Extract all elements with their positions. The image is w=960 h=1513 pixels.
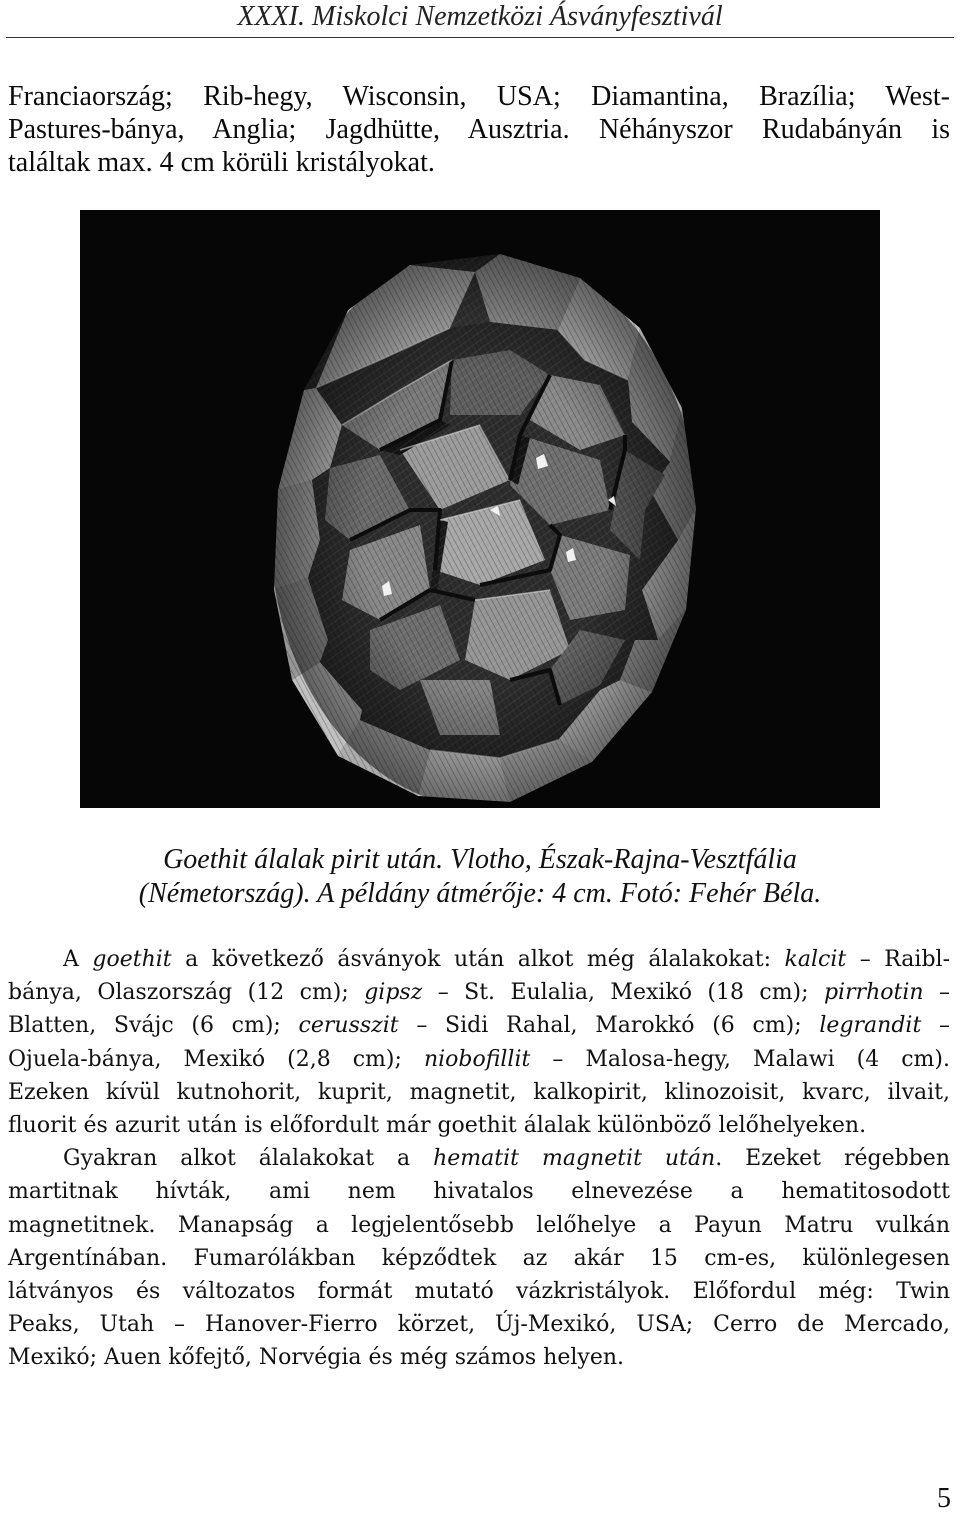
text-run: Argentínában. Fumarólákban képződtek az akár 15 cm-es, különlegesen xyxy=(8,1245,950,1271)
figure-caption xyxy=(0,843,960,911)
caption-line: (Németország). A példány átmérője: 4 cm. Fotó: Fehér Béla. xyxy=(138,878,822,909)
mineral-name: goethit xyxy=(92,947,172,972)
text-run: – xyxy=(921,1013,951,1039)
text-run: Mexikó; Auen kőfejtő, Norvégia és még számos helyen. xyxy=(8,1345,625,1371)
pseudomorph-paragraph xyxy=(8,943,950,1142)
text-run: a következő ásványok után alkot még álalakokat: xyxy=(171,947,785,972)
text-run: bánya, Olaszország (12 cm); xyxy=(8,980,365,1006)
text-line: Pastures-bánya, Anglia; Jagdhütte, Ausztria. Néhányszor Rudabányán is xyxy=(8,114,950,145)
text-run: Peaks, Utah – Hanover-Fierro körzet, Új-Mexikó, USA; Cerro de Mercado, xyxy=(8,1312,950,1338)
text-run: – Raibl- xyxy=(846,947,951,972)
text-line xyxy=(8,1076,950,1109)
text-run: magnetitnek. Manapság a legjelentősebb lelőhelye a Payun Matru vulkán xyxy=(8,1212,950,1238)
text-run: látványos és változatos formát mutató vázkristályok. Előfordul még: Twin xyxy=(8,1279,950,1305)
mineral-name: gipsz xyxy=(364,980,423,1006)
mineral-name: kalcit xyxy=(784,947,847,972)
mineral-name: cerusszit xyxy=(298,1013,399,1039)
martite-paragraph xyxy=(8,1142,950,1374)
mineral-name: legrandit xyxy=(819,1013,922,1039)
text-line xyxy=(8,1109,950,1142)
body-text xyxy=(8,943,950,1375)
text-run: . Ezeket régebben xyxy=(715,1146,950,1172)
text-line xyxy=(8,1308,950,1341)
text-run: – Sidi Rahal, Marokkó (6 cm); xyxy=(398,1013,820,1039)
text-line xyxy=(8,1175,950,1208)
text-run: – St. Eulalia, Mexikó (18 cm); xyxy=(422,980,824,1006)
text-run: Ojuela-bánya, Mexikó (2,8 cm); xyxy=(8,1046,424,1072)
text-line xyxy=(8,976,950,1009)
text-line xyxy=(8,1242,950,1275)
intro-paragraph xyxy=(8,80,950,179)
text-line xyxy=(8,943,950,976)
text-run: Gyakran alkot álalakokat a xyxy=(63,1146,434,1172)
text-line xyxy=(8,1142,950,1175)
text-line: találtak max. 4 cm körüli kristályokat. xyxy=(8,147,435,178)
text-line xyxy=(8,1275,950,1308)
mineral-name: pirrhotin xyxy=(823,980,924,1006)
text-run: – Malosa-hegy, Malawi (4 cm). xyxy=(530,1046,950,1072)
goethite-photo xyxy=(80,210,880,808)
mineral-name: hematit magnetit után xyxy=(433,1146,716,1172)
text-line: Franciaország; Rib-hegy, Wisconsin, USA; Diamantina, Brazília; West- xyxy=(8,81,950,112)
text-line xyxy=(8,1209,950,1242)
mineral-name: niobofillit xyxy=(423,1046,531,1072)
text-run: martitnak hívták, ami nem hivatalos elnevezése a hematitosodott xyxy=(8,1179,950,1205)
header-rule xyxy=(6,37,954,38)
text-line xyxy=(8,1043,950,1076)
text-run: A xyxy=(63,947,93,972)
text-run: Ezeken kívül kutnohorit, kuprit, magnetit, kalkopirit, klinozoisit, kvarc, ilvait, xyxy=(8,1079,950,1105)
text-run: Blatten, Svájc (6 cm); xyxy=(8,1013,299,1039)
text-line xyxy=(8,1009,950,1042)
page-number: 5 xyxy=(937,1483,951,1513)
caption-line: Goethit álalak pirit után. Vlotho, Észak-Rajna-Vesztfália xyxy=(163,844,797,875)
text-line xyxy=(8,1341,950,1374)
text-run: fluorit és azurit után is előfordult már goethit álalak különböző lelőhelyeken. xyxy=(8,1113,867,1139)
running-header-title: XXXI. Miskolci Nemzetközi Ásványfesztivál xyxy=(237,1,723,32)
text-run: – xyxy=(923,980,951,1006)
